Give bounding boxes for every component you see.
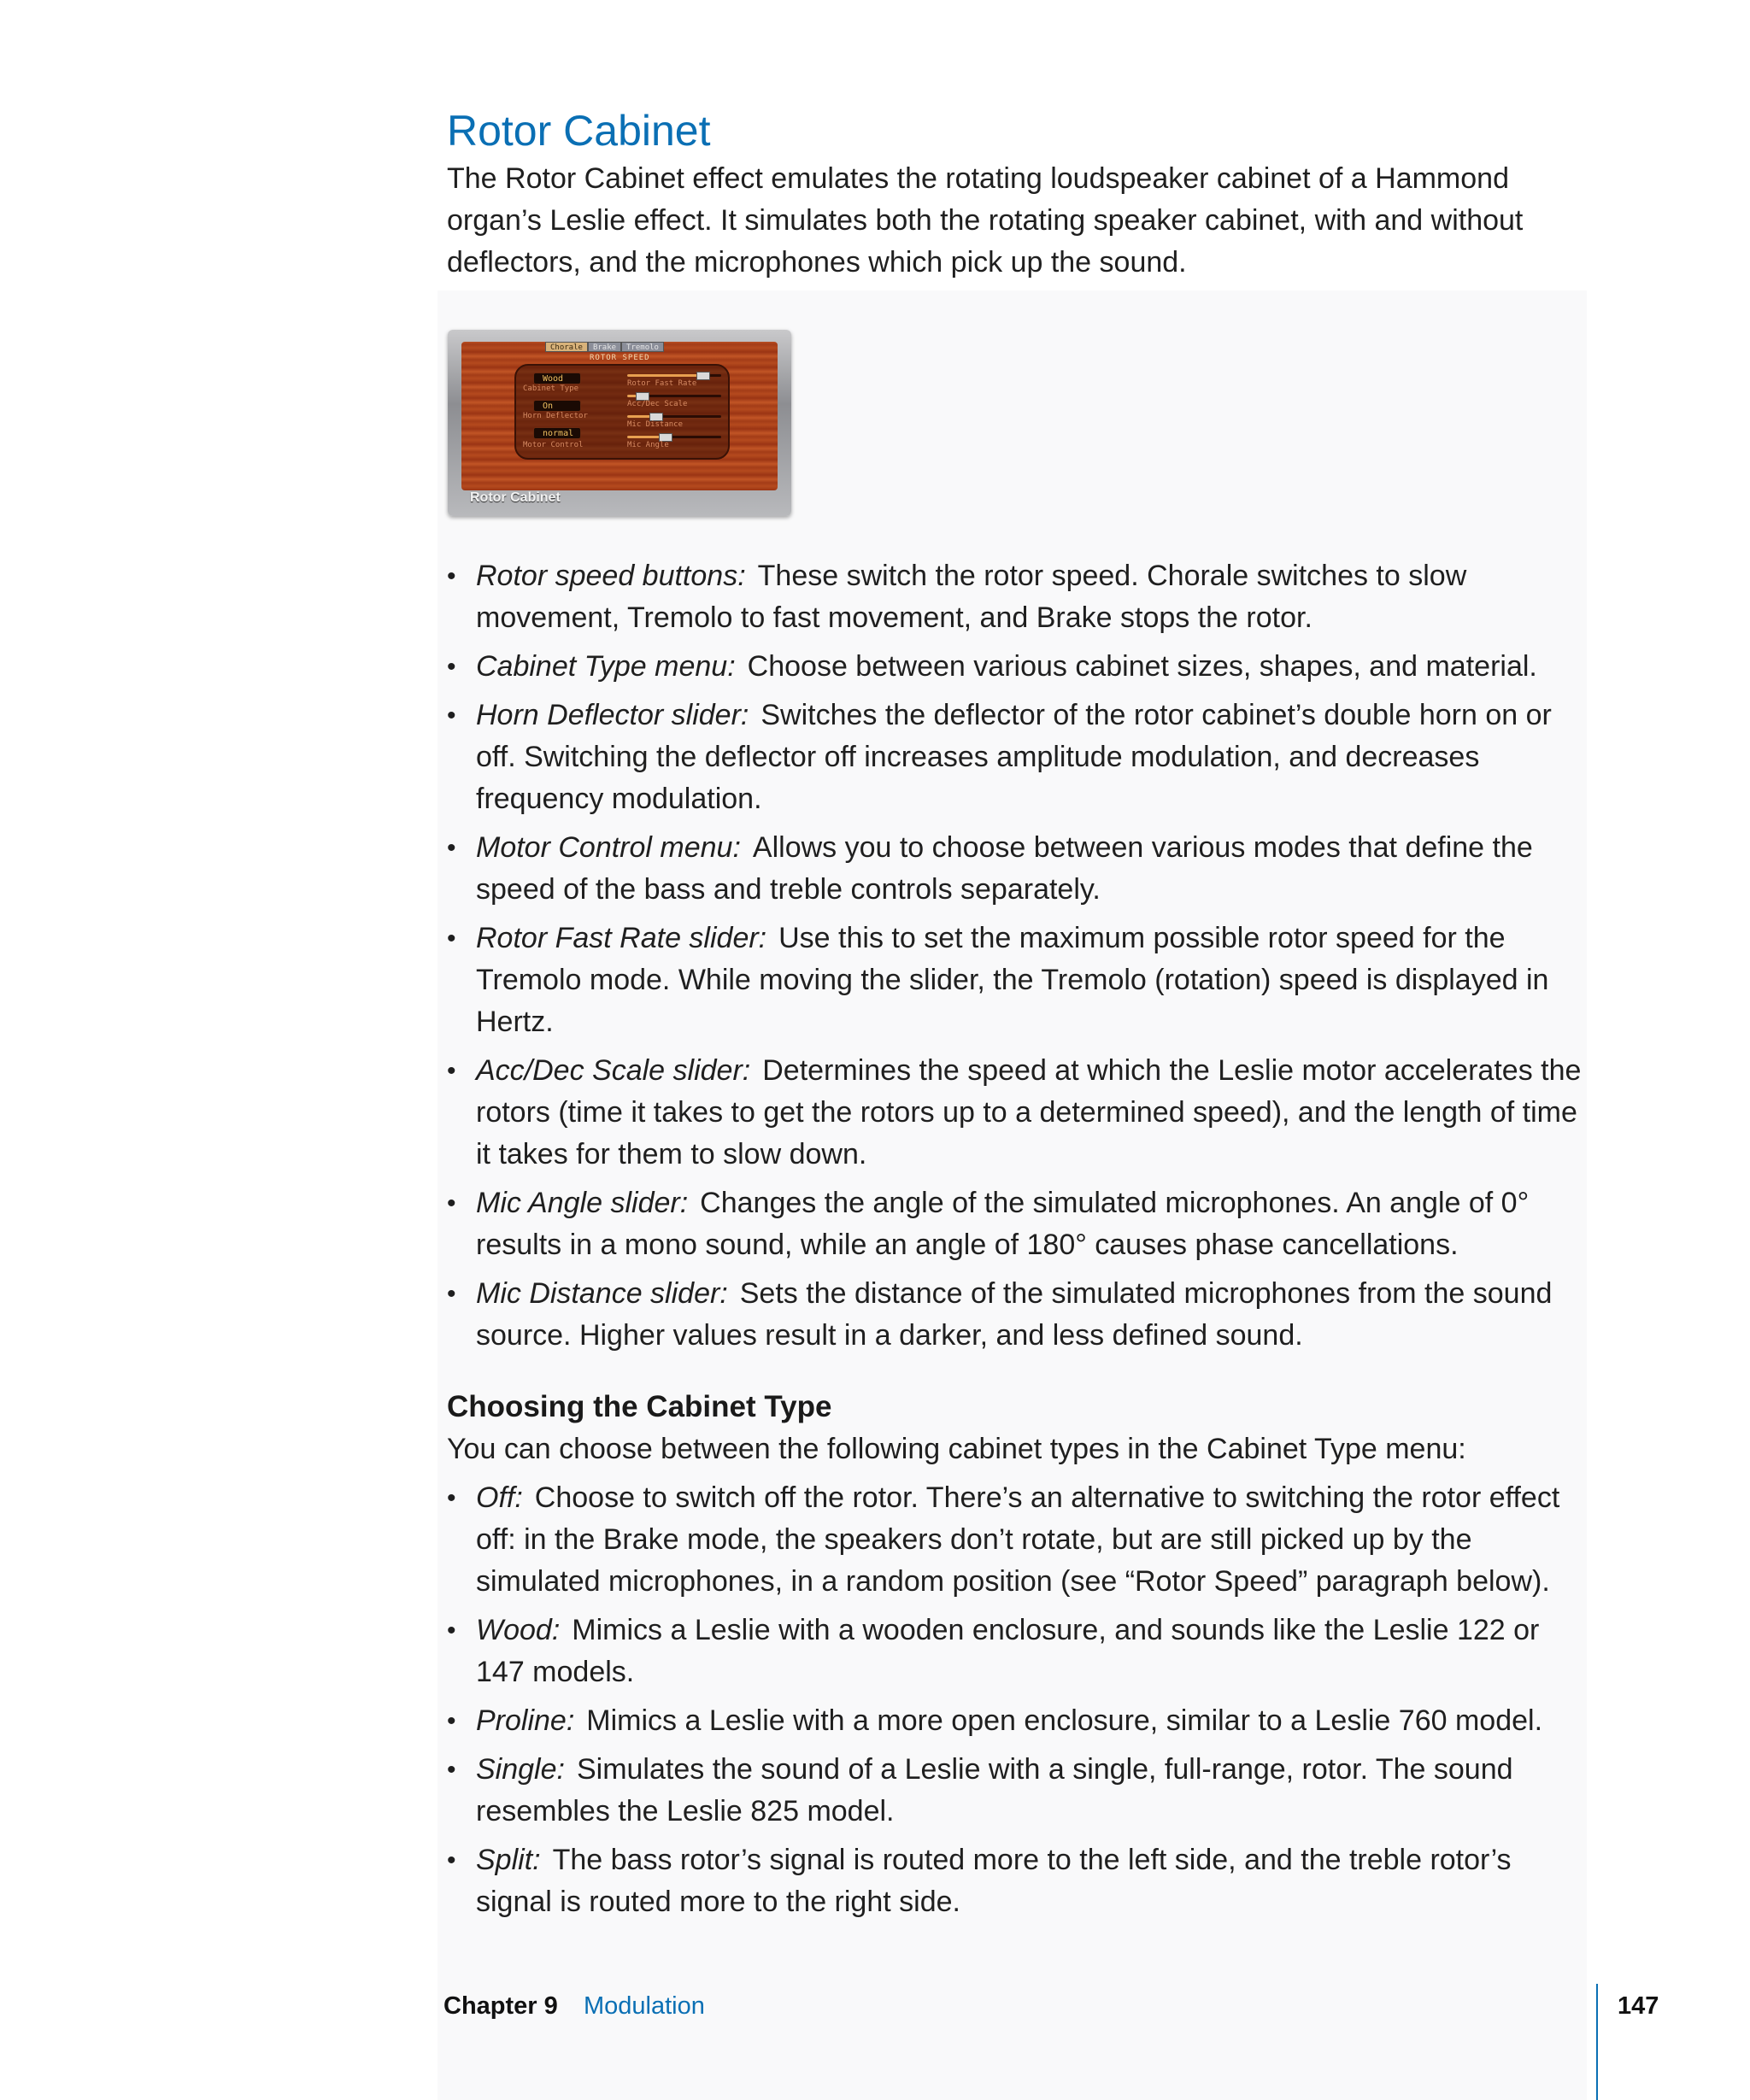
rotor-fast-rate-slider[interactable] [627, 374, 721, 377]
list-item-text: Choose between various cabinet sizes, shapes, and material. [747, 650, 1537, 683]
list-item [447, 1839, 1592, 1923]
intro-paragraph: The Rotor Cabinet effect emulates the rotating loudspeaker cabinet of a Hammond organ’s Leslie effect. It simulates both the rotating speaker cabinet, with and without deflectors, and the microphones which pick up the sound. [447, 162, 1524, 279]
footer-section-link[interactable]: Modulation [584, 1992, 705, 2020]
acc-dec-scale-slider[interactable] [627, 395, 721, 397]
footer-chapter: Chapter 9 [443, 1992, 558, 2020]
rotor-fast-rate-label: Rotor Fast Rate [627, 379, 697, 388]
list-item [447, 1749, 1592, 1833]
mic-distance-slider[interactable] [627, 415, 721, 418]
list-item-term: Mic Angle slider: [476, 1187, 689, 1219]
list-item-text: Switches the deflector of the rotor cabinet’s double horn on or off. Switching the deflector off increases amplitude modulation, and decreases frequency modulation. [476, 699, 1552, 815]
list-item-text: Use this to set the maximum possible rotor speed for the Tremolo mode. While moving the slider, the Tremolo (rotation) speed is displayed in Hertz. [476, 922, 1549, 1038]
rotor-speed-tabs [545, 342, 664, 352]
motor-control-label: Motor Control [523, 441, 584, 449]
mic-distance-label: Mic Distance [627, 420, 684, 429]
section-title: Rotor Cabinet [447, 107, 711, 155]
rotor-cabinet-plugin-image [448, 330, 791, 516]
list-item [447, 695, 1592, 820]
list-item-term: Motor Control menu: [476, 831, 741, 864]
list-item-term: Rotor Fast Rate slider: [476, 922, 767, 954]
motor-control-menu[interactable]: normal [533, 427, 581, 439]
tab-tremolo[interactable]: Tremolo [621, 342, 664, 352]
cabinet-type-menu[interactable]: Wood [533, 372, 581, 384]
list-item [447, 1050, 1592, 1176]
plugin-control-panel [514, 364, 730, 460]
list-item-text: Changes the angle of the simulated microphones. An angle of 0° results in a mono sound, while an angle of 180° causes phase cancellations. [476, 1187, 1530, 1261]
list-item-text: Mimics a Leslie with a more open enclosure, similar to a Leslie 760 model. [586, 1704, 1543, 1737]
list-item-text: Sets the distance of the simulated microphones from the sound source. Higher values result in a darker, and less defined sound. [476, 1277, 1553, 1352]
cabinet-type-list [447, 1477, 1592, 1930]
list-item-term: Split: [476, 1844, 541, 1876]
list-item-text: Simulates the sound of a Leslie with a single, full-range, rotor. The sound resembles the Leslie 825 model. [476, 1753, 1513, 1827]
list-item [447, 1182, 1592, 1266]
list-item-term: Single: [476, 1753, 565, 1786]
horn-deflector-label: Horn Deflector [523, 412, 588, 420]
horn-deflector-menu[interactable]: On [533, 400, 581, 412]
list-item [447, 555, 1592, 639]
list-item-text: The bass rotor’s signal is routed more to the left side, and the treble rotor’s signal is routed more to the right side. [476, 1844, 1512, 1918]
slider-knob[interactable] [696, 372, 710, 380]
list-item-term: Off: [476, 1481, 523, 1514]
list-item-term: Horn Deflector slider: [476, 699, 749, 731]
subsection-intro: You can choose between the following cabinet types in the Cabinet Type menu: [447, 1433, 1466, 1465]
list-item-text: Allows you to choose between various modes that define the speed of the bass and treble controls separately. [476, 831, 1533, 906]
mic-angle-slider[interactable] [627, 436, 721, 438]
list-item [447, 1610, 1592, 1693]
list-item-term: Proline: [476, 1704, 575, 1737]
plugin-name-label: Rotor Cabinet [470, 490, 561, 505]
list-item [447, 1700, 1592, 1742]
footer-divider [1596, 1984, 1598, 2100]
list-item [447, 646, 1592, 688]
rotor-speed-label: ROTOR SPEED [590, 354, 650, 362]
cabinet-type-label: Cabinet Type [523, 384, 579, 393]
plugin-wood-panel [461, 342, 778, 490]
list-item [447, 1273, 1592, 1357]
list-item-text: These switch the rotor speed. Chorale switches to slow movement, Tremolo to fast movement, and Brake stops the rotor. [476, 560, 1467, 634]
subsection-heading: Choosing the Cabinet Type [447, 1390, 832, 1423]
list-item-term: Mic Distance slider: [476, 1277, 728, 1310]
tab-chorale[interactable]: Chorale [545, 342, 588, 352]
parameter-list [447, 555, 1592, 1364]
acc-dec-scale-label: Acc/Dec Scale [627, 400, 688, 408]
list-item [447, 918, 1592, 1043]
tab-brake[interactable]: Brake [588, 342, 621, 352]
list-item [447, 827, 1592, 911]
list-item-term: Rotor speed buttons: [476, 560, 746, 592]
list-item-text: Mimics a Leslie with a wooden enclosure, and sounds like the Leslie 122 or 147 models. [476, 1614, 1540, 1688]
list-item-text: Determines the speed at which the Leslie motor accelerates the rotors (time it takes to get the rotors up to a determined speed), and the length of time it takes for them to slow down. [476, 1054, 1582, 1170]
list-item-text: Choose to switch off the rotor. There’s an alternative to switching the rotor effect off: in the Brake mode, the speakers don’t rotate, but are still picked up by the simulated microphones, in a random position (see “Rotor Speed” paragraph below). [476, 1481, 1560, 1598]
mic-angle-label: Mic Angle [627, 441, 669, 449]
list-item [447, 1477, 1592, 1603]
list-item-term: Cabinet Type menu: [476, 650, 736, 683]
list-item-term: Acc/Dec Scale slider: [476, 1054, 751, 1087]
list-item-term: Wood: [476, 1614, 561, 1646]
page-number: 147 [1618, 1992, 1659, 2020]
